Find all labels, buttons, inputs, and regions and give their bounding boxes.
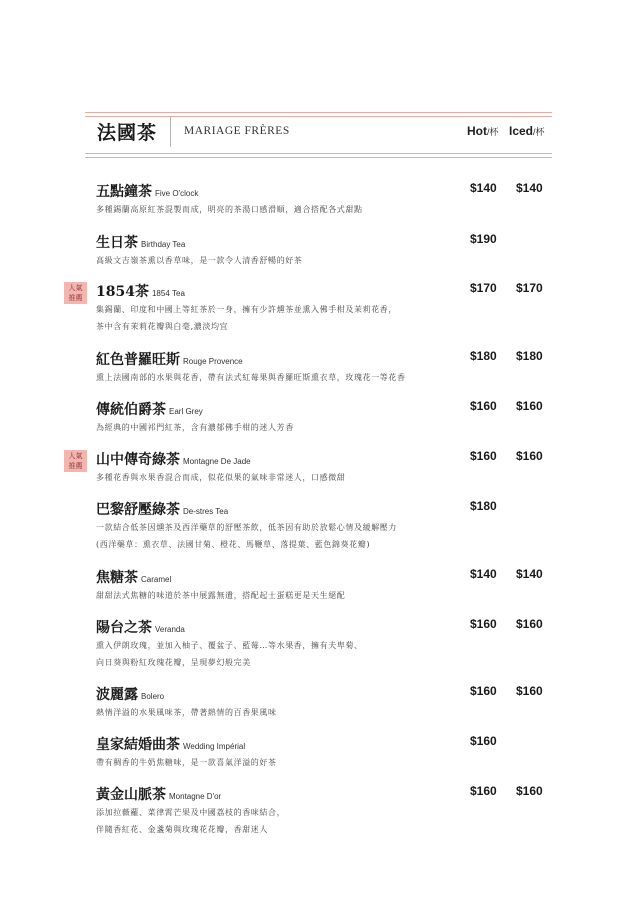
header-top-rule xyxy=(85,112,552,113)
iced-label: Iced xyxy=(509,124,534,138)
description-line: 茶中含有茉莉花瓣與白毫,濃淡均宜 xyxy=(96,322,229,331)
item-name-en: Montagne D'or xyxy=(169,792,222,801)
item-name-zh: 黃金山脈茶 xyxy=(96,787,166,803)
badge-text: 推薦 xyxy=(68,294,83,302)
item-name xyxy=(96,449,251,469)
item-name xyxy=(96,349,243,369)
item-name xyxy=(96,181,198,201)
item-name-en: Wedding Impérial xyxy=(183,742,246,751)
description-line: 多種花香與水果香混合而成，似花似果的氣味非常迷人，口感微甜 xyxy=(96,473,346,482)
hot-price: $190 xyxy=(470,232,497,246)
hot-price: $160 xyxy=(470,684,497,698)
hot-unit: /杯 xyxy=(487,127,499,137)
item-description xyxy=(96,201,363,218)
item-name xyxy=(96,617,185,637)
page-title: 法國茶 xyxy=(97,122,158,144)
description-line: 伴隨香紅花、金盞菊與玫瑰花花瓣，香甜迷人 xyxy=(96,825,268,834)
description-line: (西洋藥草：熏衣草、法國甘菊、橙花、馬鞭草、落提葉、藍色錦葵花瓣) xyxy=(96,540,371,549)
item-name-zh: 生日茶 xyxy=(96,235,138,251)
header-bottom-rule-inner xyxy=(85,157,552,158)
item-name-en: Rouge Provence xyxy=(183,357,243,366)
header-top-rule-inner xyxy=(85,116,552,117)
item-description xyxy=(96,252,302,269)
hot-price: $160 xyxy=(470,784,497,798)
hot-price: $160 xyxy=(470,399,497,413)
badge-text: 人氣 xyxy=(68,452,83,460)
item-name xyxy=(96,684,164,704)
description-line: 熏上法國南部的水果與花香，帶有法式紅莓果與香羅旺斯熏衣草，玫瑰花一等花香 xyxy=(96,373,406,382)
popular-badge xyxy=(64,282,87,304)
item-name-en: Veranda xyxy=(155,625,185,634)
description-line: 甜甜法式焦糖的味道於茶中展露無遺，搭配起士蛋糕更是天生絕配 xyxy=(96,591,346,600)
item-description xyxy=(96,301,397,335)
item-description xyxy=(96,754,277,771)
item-description xyxy=(96,519,397,553)
item-name-zh: 紅色普羅旺斯 xyxy=(96,352,180,368)
brand-name: MARIAGE FRÈRES xyxy=(184,125,290,137)
iced-price: $170 xyxy=(516,281,543,295)
item-name xyxy=(96,784,221,804)
item-name-zh: 焦糖茶 xyxy=(96,570,138,586)
header-divider xyxy=(170,117,171,147)
item-name-zh: 山中傳奇綠茶 xyxy=(96,452,180,468)
description-line: 集錫蘭、印度和中國上等紅茶於一身，擁有少許燻茶並熏入佛手柑及茉莉花香， xyxy=(96,305,397,314)
description-line: 一款結合低茶因燻茶及西洋藥草的舒壓茶飲，低茶因有助於放鬆心情及緩解壓力 xyxy=(96,523,397,532)
item-description xyxy=(96,637,363,671)
hot-price: $160 xyxy=(470,449,497,463)
iced-column-header xyxy=(509,124,545,138)
hot-label: Hot xyxy=(467,124,487,138)
description-line: 為經典的中國祁門紅茶，含有濃郁佛手柑的迷人芳香 xyxy=(96,423,294,432)
description-line: 熱情洋溢的水果風味茶，帶著熱情的百香果風味 xyxy=(96,708,277,717)
iced-price: $160 xyxy=(516,399,543,413)
popular-badge xyxy=(64,450,87,472)
description-line: 熏入伊朗玫瑰，並加入柚子、覆盆子、藍莓…等水果香，擁有夫卑菊、 xyxy=(96,641,363,650)
badge-text: 人氣 xyxy=(68,284,83,292)
description-line: 多種錫蘭高原紅茶混製而成，明亮的茶湯口感滑順，適合搭配各式甜點 xyxy=(96,205,363,214)
item-name-zh: 傳統伯爵茶 xyxy=(96,402,166,418)
hot-price: $140 xyxy=(470,181,497,195)
iced-price: $180 xyxy=(516,349,543,363)
iced-price: $160 xyxy=(516,617,543,631)
hot-price: $180 xyxy=(470,499,497,513)
item-name xyxy=(96,567,171,587)
item-name xyxy=(96,734,245,754)
item-name-en: Caramel xyxy=(141,575,172,584)
item-name xyxy=(96,499,228,519)
iced-price: $160 xyxy=(516,684,543,698)
item-name xyxy=(96,281,185,301)
item-description xyxy=(96,704,277,721)
hot-column-header xyxy=(467,124,499,138)
header-bottom-rule xyxy=(85,153,552,154)
description-line: 添加拉薇蘿、菜律霄芒果及中國荔枝的香味結合， xyxy=(96,808,286,817)
hot-price: $160 xyxy=(470,617,497,631)
item-name-en: Birthday Tea xyxy=(141,240,186,249)
iced-price: $160 xyxy=(516,449,543,463)
item-name-zh: 皇家結婚曲茶 xyxy=(96,737,180,753)
iced-price: $140 xyxy=(516,181,543,195)
item-name xyxy=(96,232,185,252)
item-name-en: Five O'clock xyxy=(155,189,199,198)
item-name-zh: 巴黎舒壓綠茶 xyxy=(96,502,180,518)
item-name-en: 1854 Tea xyxy=(151,289,185,298)
item-name-en: De-stres Tea xyxy=(183,507,229,516)
item-name-zh: 陽台之茶 xyxy=(96,620,152,636)
item-description xyxy=(96,369,406,386)
item-name-en: Montagne De Jade xyxy=(183,457,251,466)
description-line: 向日葵與粉紅玫瑰花瓣，呈現夢幻般完美 xyxy=(96,658,251,667)
hot-price: $160 xyxy=(470,734,497,748)
hot-price: $140 xyxy=(470,567,497,581)
item-name-zh: 五點鐘茶 xyxy=(96,184,152,200)
iced-unit: /杯 xyxy=(533,127,545,137)
item-name-en: Earl Grey xyxy=(169,407,203,416)
item-name-zh: 1854茶 xyxy=(96,284,149,300)
iced-price: $140 xyxy=(516,567,543,581)
item-name-zh: 波麗露 xyxy=(96,687,138,703)
item-name xyxy=(96,399,203,419)
item-description xyxy=(96,587,345,604)
iced-price: $160 xyxy=(516,784,543,798)
hot-price: $170 xyxy=(470,281,497,295)
item-name-en: Bolero xyxy=(141,692,165,701)
description-line: 帶有稠香的牛奶焦糖味，是一款喜氣洋溢的好茶 xyxy=(96,758,277,767)
description-line: 高級文吉嶺茶熏以香草味，是一款令人清香舒暢的好茶 xyxy=(96,256,303,265)
item-description xyxy=(96,804,285,838)
item-description xyxy=(96,469,345,486)
item-description xyxy=(96,419,294,436)
badge-text: 推薦 xyxy=(68,462,83,470)
hot-price: $180 xyxy=(470,349,497,363)
